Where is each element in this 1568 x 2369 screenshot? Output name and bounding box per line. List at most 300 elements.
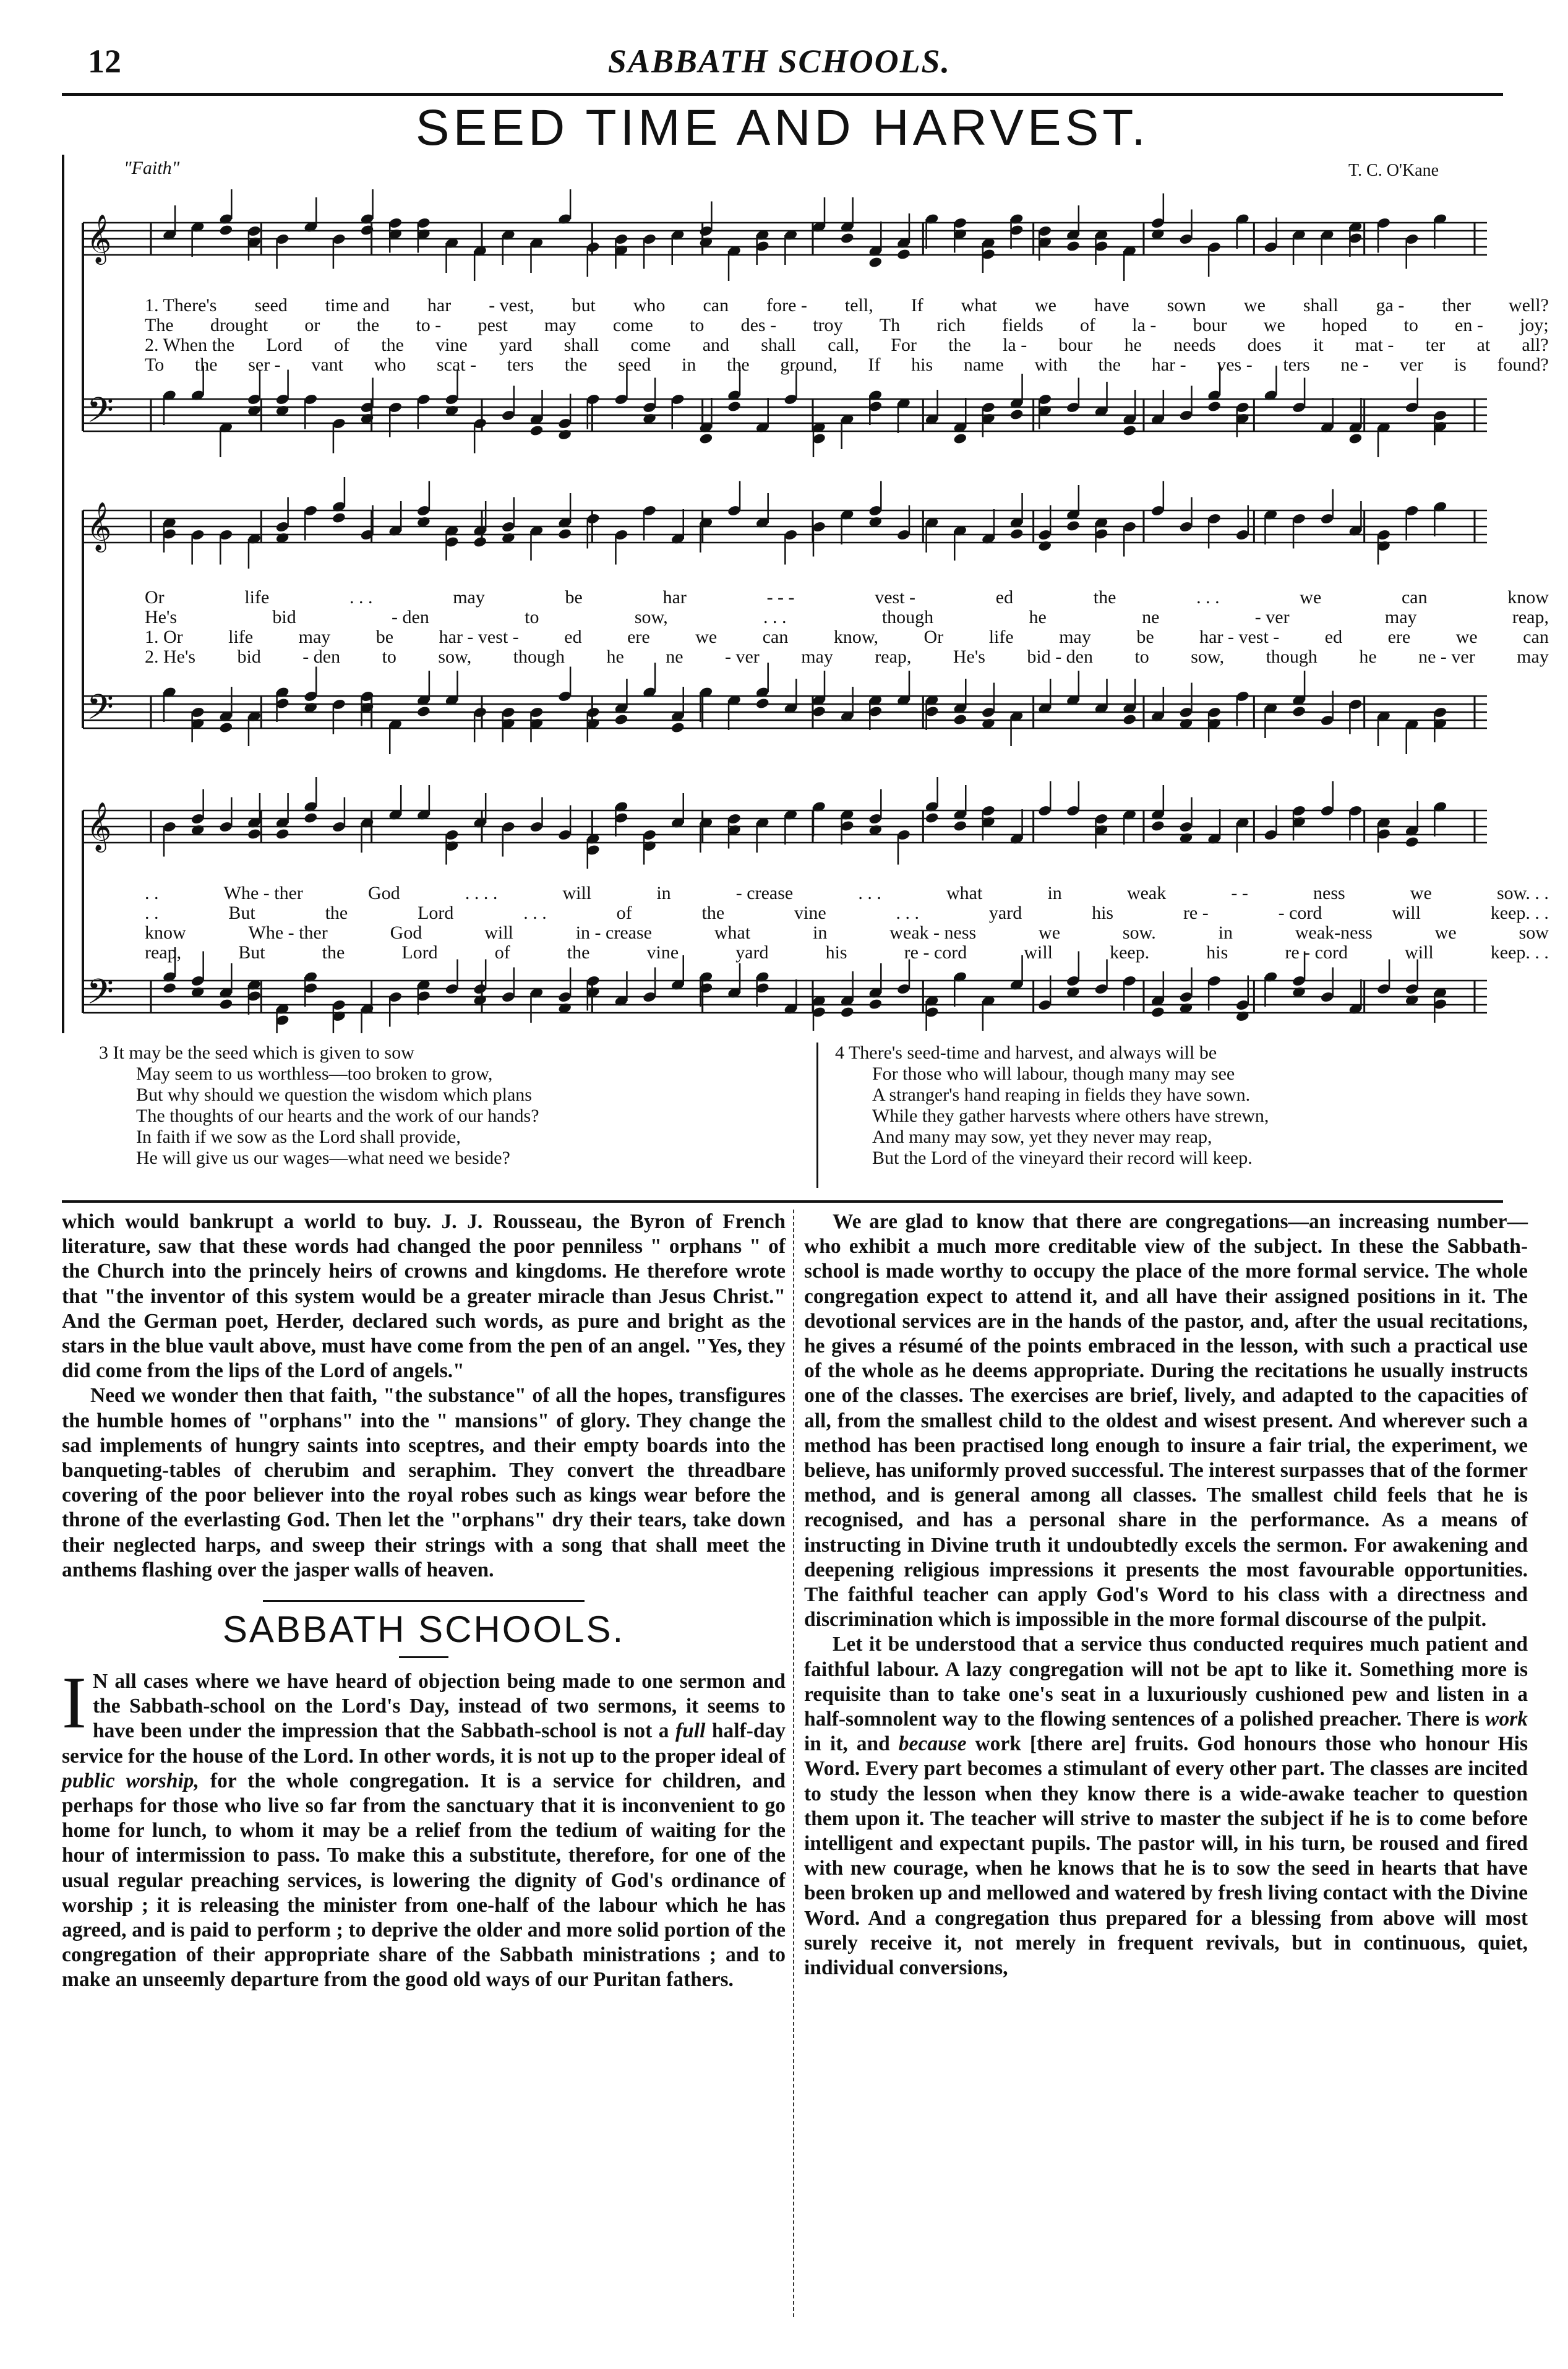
lyric-syllable: - cord [1278,903,1322,923]
note-head [275,828,290,840]
lyric-syllable: hoped [1321,315,1368,335]
lyric-syllable: it [1313,335,1324,355]
lyric-syllable: his [1206,942,1228,963]
treble-clef-icon: 𝄞 [87,502,112,551]
note-head [219,721,234,734]
lyric-syllable: will [1024,942,1053,963]
lyric-syllable: to [1403,315,1418,335]
lyric-line [145,647,1549,667]
lyric-syllable: But [228,903,255,923]
note-head [1235,1010,1250,1023]
lyric-syllable: ness [1313,883,1345,903]
lyric-syllable: to [382,647,396,667]
lyric-syllable: ter [1425,335,1446,355]
note-head [1122,424,1137,437]
lyric-line [145,355,1549,375]
lyric-syllable: with [1034,355,1068,375]
lyric-syllable: . . [145,903,159,923]
lyric-syllable: we [1263,315,1285,335]
lyric-syllable: though [1266,647,1317,667]
verse-line: The thoughts of our hearts and the work of our hands? [136,1106,539,1126]
lyric-line [145,608,1549,627]
note-head [219,224,234,236]
paragraph: I N all cases where we have heard of objection being made to one sermon and the Sabbath-school on the Lord's Day, instead of two sermons, it seems to have been under the impression that the Sabbath-school is not a full half-day service for the house of the Lord. In other words, it is not up to the proper ideal of public worship, for the whole congregation. It is a service for children, and perhaps for those who live so far from the sanctuary that it is inconvenient to go home for lunch, to whom it may be a relief from the tedium of waiting for the hour of intermission to pass. To make this a substitute, therefore, for one of the usual regular preaching services, is lowering the dignity of God's ordinance of worship ; it is releasing the minister from one-half of the labour which he has agreed, and is paid to perform ; to deprive the older and more solid portion of the congregation of their appropriate share of the Sabbath ministrations ; and to make an unseemly departure from the good old ways of our Puritan fathers. [62,1661,786,1992]
lyric-syllable: - - - [766,587,795,608]
lyric-syllable: the [948,335,971,355]
lyric-syllable: Or [145,587,165,608]
lyric-syllable: la - [1003,335,1027,355]
lyric-syllable: may [1384,607,1417,627]
lyric-syllable: weak - ness [889,922,977,943]
lyric-syllable: vine [646,942,679,963]
note-head [925,812,940,824]
note-head [812,705,826,718]
note-head [727,400,742,413]
lyric-syllable: we [1243,295,1266,316]
lyric-syllable: bid - den [1027,647,1093,667]
lyric-syllable: the [325,903,348,923]
lyric-syllable: If [910,295,923,316]
lyric-syllable: shall [1303,295,1339,316]
lyric-syllable: to [1134,647,1149,667]
lyrics-system-2 [145,588,1549,667]
treble-clef-icon: 𝄞 [87,802,112,851]
lyric-line [145,296,1549,316]
lyric-syllable: come [612,315,653,335]
lyric-syllable: He's [953,647,985,667]
lyric-syllable: vine [794,903,826,923]
lyric-syllable: . . . [858,883,881,903]
note-head [1405,836,1420,848]
lyric-syllable: la - [1132,315,1157,335]
lyric-syllable: be [565,587,583,608]
lyric-syllable: or [304,315,320,335]
lyric-syllable: will [562,883,592,903]
note-head [1348,432,1363,445]
lyric-syllable: will [484,922,513,943]
lyric-syllable: yard [988,903,1022,923]
lyric-syllable: . . . [896,903,920,923]
lyric-syllable: he [606,647,624,667]
lyric-syllable: vine [435,335,468,355]
divider [399,1656,448,1658]
lyric-syllable: to - [416,315,442,335]
lyric-syllable: may [453,587,485,608]
lyric-syllable: ed [1324,627,1343,647]
lyric-syllable: the [194,355,218,375]
lyric-syllable: sow, [634,607,668,627]
lyric-syllable: the [356,315,380,335]
lyric-syllable: If [868,355,881,375]
paragraph: Let it be understood that a service thus conducted requires much patient and faithful labour. A lazy congregation will not be apt to like it. Something more is requisite than to take one's seat in a luxuriously cushioned pew and listen in a half-somnolent way to the flowing sentences of a polished preacher. There is work in it, and because work [there are] fruits. God honours those who honour His Word. Every part becomes a stimulant of every other part. The classes are incited to study the lesson when they know there is a wide-awake teacher to question them upon it. The teacher will strive to master the subject if he is to come before intelligent and expectant pupils. The pastor will, in his turn, be roused and fired with new courage, when he knows that he is to sow the seed in hearts that have been broken up and mellowed and watered by fresh living contact with the Divine Word. And a congregation thus prepared for a blessing from above will most surely receive it, not merely in frequent revivals, but in continuous, quiet, individual conversions, [804,1633,1528,1980]
verse-3 [99,1043,742,1169]
lyric-syllable: He's [145,607,178,627]
lyric-syllable: ne [1142,607,1160,627]
note-head [868,998,883,1010]
paragraph: which would bankrupt a world to buy. J. J. Rousseau, the Byron of French literature, saw that these words had changed the poor penniless " orphans " of the Church into the princely heirs of crowns and kingdoms. He therefore wrote that "the inventor of this system would be a greater miracle than Jesus Christ." And the German poet, Herder, declared such words, as pure and bright as the stars in the blue vault above, must have come from the pen of an angel. "Yes, they did come from the lips of the Lord of angels." [62,1210,786,1383]
lyric-syllable: ere [1387,627,1411,647]
lyric-syllable: in [1218,922,1233,943]
lyric-syllable: To [145,355,165,375]
article-column-right [804,1210,1528,1980]
lyric-syllable: des - [740,315,777,335]
note-head [1009,408,1024,421]
running-head [62,42,1497,98]
journal-title: SABBATH SCHOOLS. [607,43,951,80]
lyric-syllable: to [690,315,705,335]
lyric-syllable: life [228,627,254,647]
lyric-line [145,316,1549,335]
lyric-syllable: of [616,903,632,923]
lyric-syllable: - den [302,647,341,667]
lyric-syllable: But [238,942,265,963]
lyric-syllable: - den [392,607,429,627]
bass-clef-icon: 𝄢 [87,972,114,1021]
lyric-syllable: har - vest - [439,627,519,647]
lyric-syllable: keep. . . [1490,942,1549,963]
lyric-syllable: Lord [266,335,302,355]
lyric-syllable: scat - [436,355,477,375]
lyric-syllable: can [762,627,789,647]
lyric-syllable: drought [210,315,268,335]
lyric-syllable: what [961,295,997,316]
page-number: 12 [88,43,121,80]
lyric-syllable: ed [564,627,582,647]
lyrics-system-3 [145,884,1549,963]
lyric-syllable: we [1039,922,1061,943]
lyric-syllable: yard [735,942,769,963]
lyric-syllable: . . . [349,587,373,608]
lyric-syllable: though [881,607,934,627]
header-rule [62,93,1503,96]
lyric-syllable: bour [1058,335,1093,355]
lyric-syllable: the [564,355,588,375]
lyric-syllable: - vest, [489,295,534,316]
lyric-syllable: pest [478,315,508,335]
song-title: SEED TIME AND HARVEST. [415,100,1150,156]
lyric-syllable: may [801,647,833,667]
lyric-syllable: yard [499,335,533,355]
section-rule [62,1200,1503,1203]
lyric-syllable: - crease [735,883,794,903]
lyric-syllable: know [145,922,186,943]
verse-line: While they gather harvests where others have strewn, [872,1106,1269,1126]
lyric-syllable: be [1136,627,1154,647]
lyric-syllable: weak [1126,883,1167,903]
lyric-syllable: ed [995,587,1014,608]
note-head [247,828,262,840]
lyric-syllable: vant [311,355,343,375]
lyric-syllable: vest - [875,587,916,608]
lyric-syllable: ters [507,355,534,375]
note-head [1150,820,1165,832]
verse-line: But why should we question the wisdom which plans [136,1085,532,1105]
verse-line: A stranger's hand reaping in fields they have sown. [872,1085,1251,1105]
lyric-syllable: be [375,627,394,647]
lyric-syllable: seed [618,355,651,375]
lyric-syllable: the [727,355,750,375]
lyric-syllable: and [702,335,730,355]
lyric-syllable: call, [828,335,859,355]
lyric-syllable: joy; [1520,315,1549,335]
lyric-syllable: ves - [1217,355,1253,375]
lyric-syllable: in [682,355,696,375]
verse-line: But the Lord of the vineyard their record will keep. [872,1148,1253,1168]
lyric-syllable: his [1092,903,1114,923]
lyric-syllable: does [1247,335,1282,355]
lyric-syllable: the [1098,355,1121,375]
lyric-syllable: his [825,942,847,963]
lyric-syllable: . . . . [465,883,498,903]
lyric-syllable: ga - [1376,295,1405,316]
lyric-syllable: sow. [1122,922,1156,943]
bass-clef-icon: 𝄢 [87,390,114,439]
lyric-syllable: har [427,295,452,316]
lyric-syllable: reap, [875,647,912,667]
lyric-syllable: of [494,942,510,963]
note-head [529,424,544,437]
lyric-line [145,335,1549,355]
lyric-syllable: his [911,355,933,375]
lyric-syllable: . . . [1196,587,1220,608]
note-head [840,232,855,244]
note-head [1207,400,1222,413]
lyric-syllable: know [1507,587,1549,608]
lyric-syllable: Lord [401,942,438,963]
lyric-syllable: may [544,315,576,335]
lyric-syllable: he [1359,647,1377,667]
lyric-syllable: he [1029,607,1047,627]
lyric-syllable: what [946,883,983,903]
lyric-syllable: bour [1193,315,1227,335]
lyric-syllable: can [703,295,729,316]
lyric-syllable: - ver [724,647,760,667]
lyric-syllable: we [1300,587,1322,608]
verse-line: 3 It may be the seed which is given to sow [99,1043,414,1063]
lyric-syllable: . . [145,883,159,903]
lyric-syllable: time and [325,295,390,316]
article-column-left [62,1210,786,1993]
lyric-syllable: seed [254,295,288,316]
lyric-syllable: we [695,627,718,647]
note-head [416,705,431,718]
note-head [1150,1006,1165,1018]
lyric-syllable: troy [813,315,843,335]
lyric-syllable: en - [1455,315,1483,335]
lyric-syllable: we [1410,883,1432,903]
lyric-syllable: keep. . . [1490,903,1549,923]
lyric-syllable: the [701,903,725,923]
lyric-syllable: who [633,295,666,316]
lyric-syllable: 2. When the [145,335,235,355]
lyric-syllable: life [244,587,270,608]
note-head [1122,713,1137,726]
note-head [896,248,911,260]
lyric-syllable: will [1392,903,1421,923]
note-head [953,713,967,726]
lyric-syllable: - - [1231,883,1248,903]
verse-line: May seem to us worthless—too broken to grow, [136,1064,493,1084]
lyric-syllable: Lord [418,903,454,923]
lyric-syllable: sow, [438,647,472,667]
verse-line: For those who will labour, though many may see [872,1064,1235,1084]
note-head [840,1006,855,1018]
lyric-syllable: of [334,335,350,355]
lyric-syllable: re - cord [904,942,967,963]
lyric-syllable: Whe - ther [223,883,303,903]
lyric-syllable: what [714,922,751,943]
section-heading: SABBATH SCHOOLS. [222,1609,625,1651]
lyric-syllable: har - vest - [1199,627,1280,647]
lyric-syllable: may [1517,647,1549,667]
paragraph: We are glad to know that there are congregations—an increasing number—who exhibit a much more creditable view of the subject. In these the Sabbath-school is made worthy to occupy the place of the more formal service. The whole congregation expect to attend it, and all have their assigned positions in it. The devotional services are in the hands of the pastor, and, after the usual recitations, he gives a résumé of the points embraced in the lesson, with such a practical use of the whole as he deems appropriate. During the recitations he usually instructs one of the classes. The exercises are brief, lively, and adapted to the capacities of all, from the smallest child to the oldest and wisest present. And wherever such a method has been practised long enough to insure a fair trial, the experiment, we believe, has uniformly proved successful. The interest surpasses that of the former method, and is general among all classes. The smallest child feels that he is recognised, and has a personal share in the performance. As a means of instructing in Divine truth it undoubtedly excels the sermon. For awakening and deepening religious impressions it presents the most favourable opportunities. The faithful teacher can apply God's Word to his class with a directness and discrimination which is impossible in the more formal discourse of the pulpit. [804,1210,1528,1632]
note-head [953,432,967,445]
lyric-syllable: in - crease [575,922,652,943]
lyric-line [145,884,1549,903]
lyric-line [145,588,1549,608]
verse-4 [835,1043,1478,1169]
note-head [303,812,318,824]
lyrics-system-1 [145,296,1549,375]
lyric-line [145,943,1549,963]
lyric-syllable: to [525,607,539,627]
treble-clef-icon: 𝄞 [87,214,112,263]
lyric-syllable: fields [1002,315,1043,335]
note-head [557,528,572,540]
note-head [1037,540,1052,552]
tune-name: "Faith" [124,158,180,178]
lyric-syllable: . . . [763,607,787,627]
lyric-syllable: who [374,355,406,375]
lyric-syllable: in [813,922,828,943]
lyric-syllable: ver [1399,355,1424,375]
lyric-syllable: Or [923,627,944,647]
lyric-syllable: bid [272,607,296,627]
lyric-syllable: sow. . . [1496,883,1549,903]
lyric-syllable: can [1523,627,1549,647]
lyric-syllable: ground, [780,355,838,375]
lyric-syllable: though [513,647,565,667]
music-score [62,155,1549,1033]
lyric-syllable: re - cord [1285,942,1348,963]
bass-clef-icon: 𝄢 [87,687,114,736]
lyric-syllable: shall [563,335,599,355]
lyric-line [145,903,1549,923]
lyric-syllable: God [368,883,400,903]
note-head [1066,240,1081,252]
lyric-syllable: - ver [1254,607,1290,627]
lyric-line [145,923,1549,943]
note-head [1066,520,1081,532]
lyric-syllable: the [381,335,404,355]
paragraph: Need we wonder then that faith, "the substance" of all the hopes, transfigures the humble homes of "orphans" into the " mansions" of glory. They change the sad implements of hungry saints into sceptres, and their empty boards into the banqueting-tables of cherubim and seraphim. They convert the threadbare covering of the poor believer into the royal robes such as kings wear before the throne of the everlasting God. Then let the "orphans" dry their tears, take down their neglected harps, and sweep their strings with a song that shall meet the anthems flashing over the jasper walls of heaven. [62,1384,786,1581]
note-head [699,432,714,445]
lyric-syllable: name [963,355,1004,375]
lyric-syllable: well? [1508,295,1549,316]
lyric-syllable: For [891,335,917,355]
lyric-syllable: Th [879,315,901,335]
lyric-syllable: reap, [145,942,182,963]
note-head [670,721,685,734]
lyric-syllable: tell, [844,295,873,316]
lyric-syllable: may [298,627,331,647]
lyric-syllable: but [572,295,596,316]
lyric-syllable: har - [1151,355,1186,375]
lyric-syllable: rich [936,315,966,335]
lyric-syllable: sown [1167,295,1206,316]
lyric-syllable: can [1401,587,1428,608]
lyric-syllable: life [988,627,1014,647]
lyric-syllable: found? [1497,355,1549,375]
lyric-line [145,627,1549,647]
note-head [219,998,234,1010]
lyric-syllable: in [656,883,671,903]
note-head [755,697,770,710]
lyric-syllable: 1. Or [145,627,183,647]
lyric-syllable: ne - [1340,355,1369,375]
verse-line: In faith if we sow as the Lord shall provide, [136,1127,461,1147]
lyric-syllable: reap, [1512,607,1549,627]
lyric-syllable: 1. There's [145,295,217,316]
lyric-syllable: shall [761,335,796,355]
additional-verses [99,1043,1491,1203]
lyric-syllable: sow [1519,922,1549,943]
lyric-syllable: The [145,315,174,335]
lyric-syllable: come [630,335,671,355]
lyric-syllable: ere [627,627,650,647]
lyric-syllable: har [662,587,687,608]
note-head [614,713,629,726]
lyric-syllable: needs [1173,335,1216,355]
lyric-syllable: . . . [523,903,547,923]
lyric-syllable: of [1080,315,1096,335]
divider [263,1600,585,1602]
note-head [1292,705,1306,718]
verse-line: He will give us our wages—what need we beside? [136,1148,510,1168]
lyric-syllable: in [1047,883,1062,903]
note-head [953,820,967,832]
lyric-syllable: all? [1522,335,1549,355]
note-head [868,256,883,269]
lyric-syllable: he [1124,335,1142,355]
lyric-syllable: ne [666,647,683,667]
note-head [473,536,487,548]
lyric-syllable: ters [1283,355,1310,375]
lyric-syllable: the [1093,587,1116,608]
drop-cap: I [62,1661,87,1744]
lyric-syllable: may [1059,627,1091,647]
lyric-syllable: keep. [1110,942,1150,963]
lyric-syllable: know, [833,627,879,647]
note-head [1009,528,1024,540]
lyric-syllable: ne - ver [1418,647,1475,667]
lyric-syllable: weak-ness [1295,922,1373,943]
lyric-syllable: ser - [248,355,281,375]
lyric-syllable: will [1405,942,1434,963]
lyric-syllable: ther [1442,295,1471,316]
verse-line: And many may sow, yet they never may reap, [872,1127,1212,1147]
note-head [332,512,346,524]
lyric-syllable: we [1455,627,1478,647]
composer: T. C. O'Kane [1348,161,1439,180]
lyric-syllable: we [1434,922,1457,943]
lyric-syllable: have [1094,295,1129,316]
column-divider [793,1210,794,2317]
note-head [557,429,572,441]
lyric-syllable: re - [1183,903,1209,923]
lyric-syllable: mat - [1355,335,1394,355]
lyric-syllable: at [1476,335,1491,355]
